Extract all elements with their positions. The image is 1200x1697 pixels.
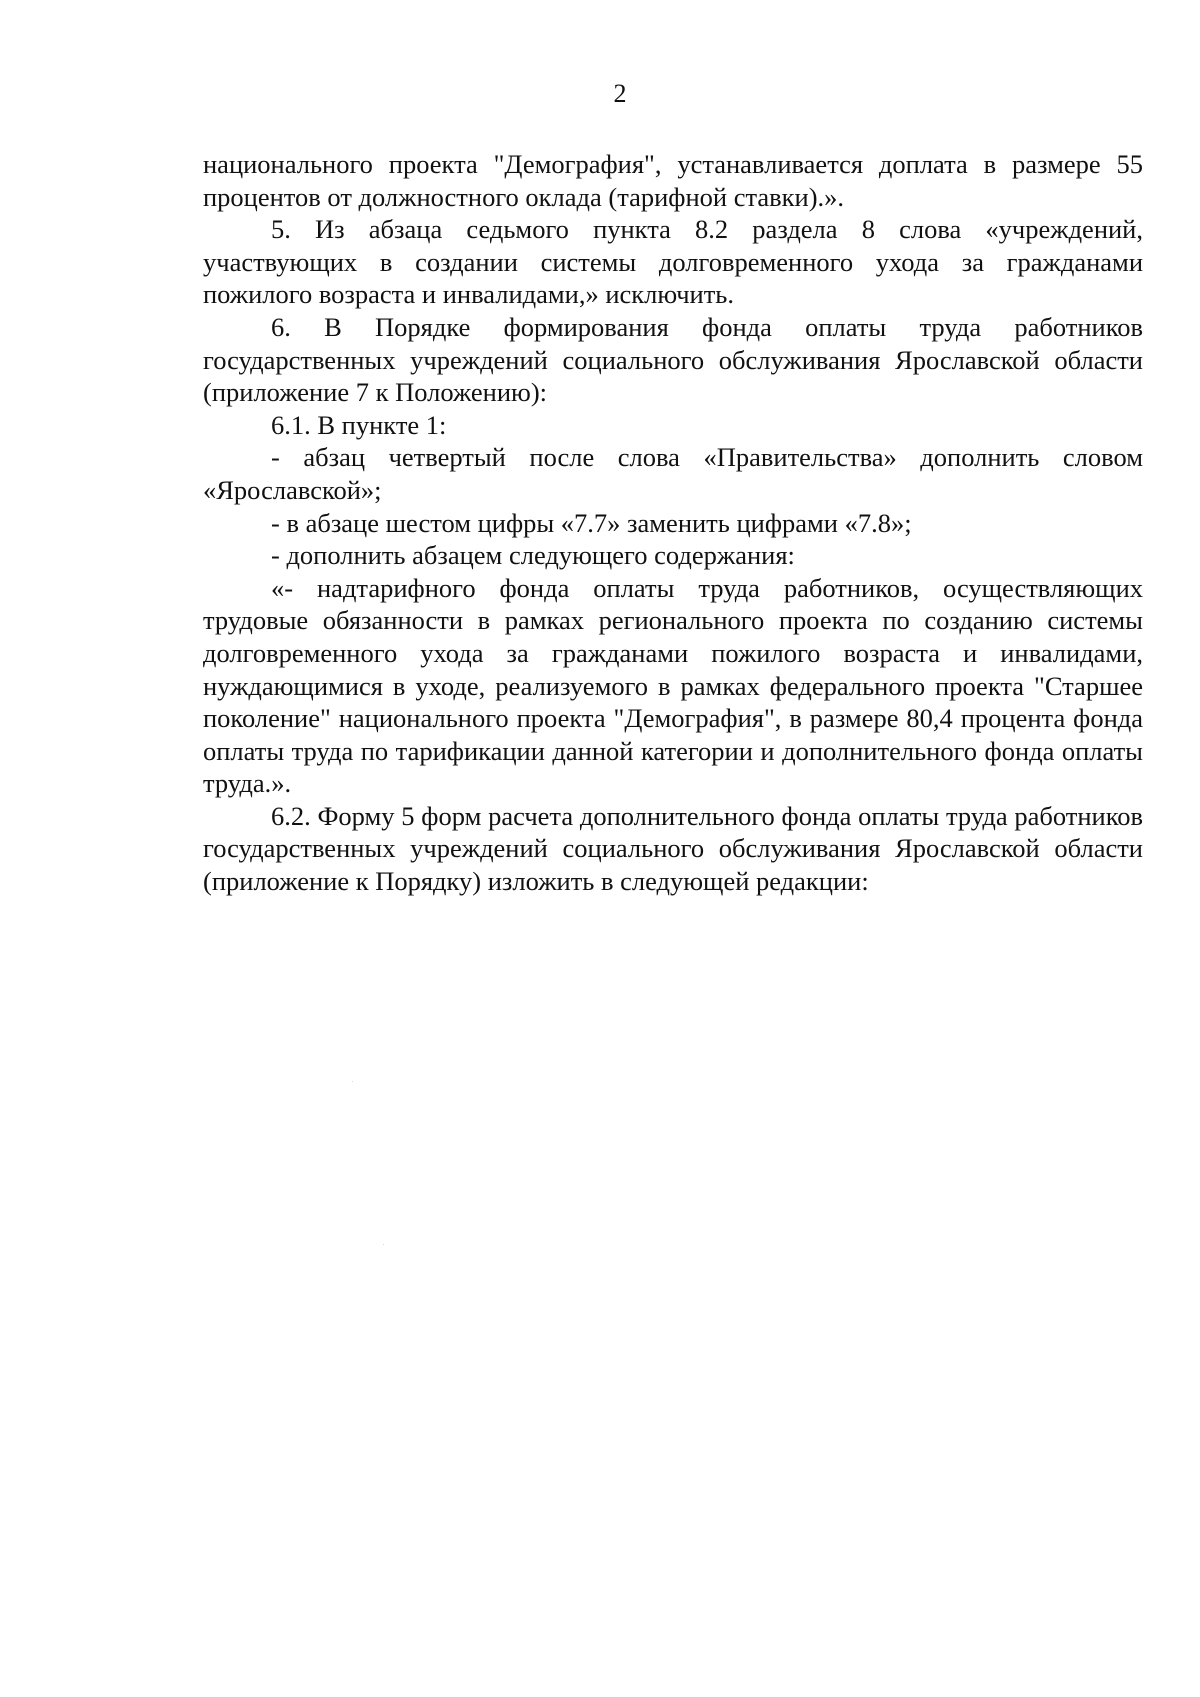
- paragraph-new-text: «- надтарифного фонда оплаты труда работников, осуществляющих трудовые обязанности в рамках регионального проекта по созданию системы долговременного ухода за гражданами пожилого возраста и инвалидами, нуждающимися в уходе, реализуемого в рамках федерального проекта "Старшее поколение" национального проекта "Демография", в размере 80,4 процента фонда оплаты труда по тарификации данной категории и дополнительного фонда оплаты труда.».: [203, 572, 1143, 799]
- paragraph-item-6-1: 6.1. В пункте 1:: [271, 409, 447, 440]
- paragraph-item-6-2: 6.2. Форму 5 форм расчета дополнительного фонда оплаты труда работников государственных учреждений социального обслуживания Ярославской области (приложение к Порядку) изложить в следующей редакции:: [203, 800, 1143, 897]
- page-number: 2: [613, 79, 627, 108]
- paragraph-amendment-2: - в абзаце шестом цифры «7.7» заменить цифрами «7.8»;: [271, 507, 912, 538]
- paragraph-item-5: 5. Из абзаца седьмого пункта 8.2 раздела 8 слова «учреждений, участвующих в создании системы долговременного ухода за гражданами пожилого возраста и инвалидами,» исключить.: [203, 214, 1143, 310]
- scan-speck: [352, 1081, 353, 1082]
- document-body: [203, 148, 1143, 898]
- paragraph-continuation: национального проекта "Демография", устанавливается доплата в размере 55 процентов от должностного оклада (тарифной ставки).».: [203, 149, 1143, 212]
- scan-speck: [383, 1244, 384, 1245]
- paragraph-amendment-1: - абзац четвертый после слова «Правительства» дополнить словом «Ярославской»;: [203, 442, 1143, 505]
- paragraph-amendment-3: - дополнить абзацем следующего содержания:: [271, 540, 795, 571]
- paragraph-item-6: 6. В Порядке формирования фонда оплаты труда работников государственных учреждений социального обслуживания Ярославской области (приложение 7 к Положению):: [203, 311, 1143, 408]
